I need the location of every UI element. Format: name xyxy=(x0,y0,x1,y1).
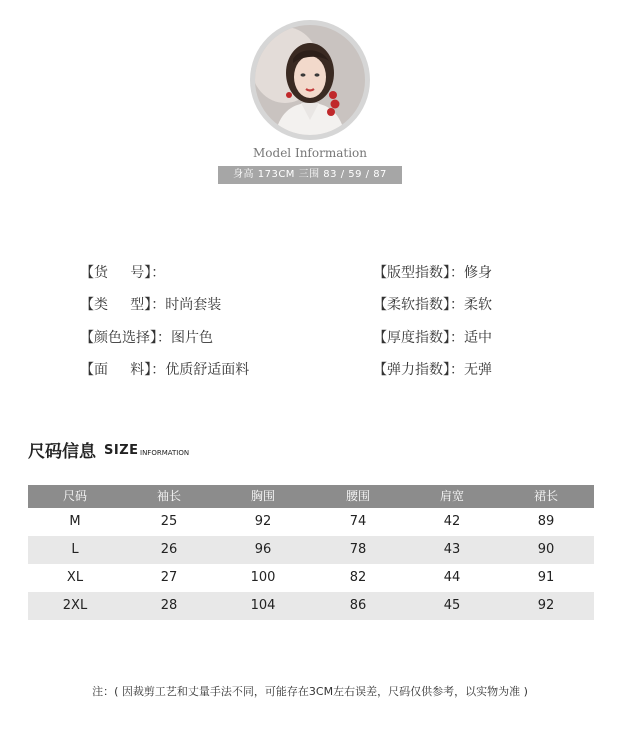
table-cell: 89 xyxy=(537,514,555,529)
attr-elasticity-index: 【弹力指数】：无弹 xyxy=(373,362,492,378)
table-header-cell: 尺码 xyxy=(62,489,87,503)
table-header-cell: 腰围 xyxy=(345,489,370,503)
size-disclaimer-note: 注：( 因裁剪工艺和丈量手法不同，可能存在3CM左右误差，尺码仅供参考，以实物为准 ) xyxy=(92,685,528,698)
model-portrait xyxy=(255,25,365,135)
table-cell: 96 xyxy=(254,542,272,557)
attr-fit-index: 【版型指数】：修身 xyxy=(373,265,492,281)
attr-softness-index: 【柔软指数】：柔软 xyxy=(373,297,492,313)
table-cell: 90 xyxy=(537,542,555,557)
table-cell: 92 xyxy=(254,514,272,529)
table-cell: 100 xyxy=(250,570,276,585)
table-cell: 28 xyxy=(160,598,178,613)
table-header-cell: 袖长 xyxy=(156,489,181,503)
table-cell: 45 xyxy=(443,598,461,613)
table-cell: 74 xyxy=(349,514,367,529)
attr-thickness-index: 【厚度指数】：适中 xyxy=(373,330,492,346)
attr-item-number: 【货 号】： xyxy=(80,265,166,281)
table-cell: 104 xyxy=(250,598,276,613)
size-title-en: SIZE xyxy=(104,443,139,458)
table-cell: 25 xyxy=(160,514,178,529)
table-header-cell: 裙长 xyxy=(533,489,558,503)
attr-color: 【颜色选择】：图片色 xyxy=(80,330,213,346)
model-info-title: Model Information xyxy=(253,146,367,160)
table-row xyxy=(28,592,594,620)
table-cell: 78 xyxy=(349,542,367,557)
table-cell: 44 xyxy=(443,570,461,585)
table-cell: 27 xyxy=(160,570,178,585)
table-cell: 43 xyxy=(443,542,461,557)
table-cell: 42 xyxy=(443,514,461,529)
table-header-cell: 胸围 xyxy=(250,489,275,503)
table-header-cell: 肩宽 xyxy=(439,489,464,503)
size-table xyxy=(28,485,594,620)
size-title-cn: 尺码信息 xyxy=(28,442,96,462)
table-cell: 86 xyxy=(349,598,367,613)
table-cell: 26 xyxy=(160,542,178,557)
attr-type: 【类 型】：时尚套装 xyxy=(80,297,222,313)
table-cell: 91 xyxy=(537,570,555,585)
table-cell: 2XL xyxy=(62,598,88,613)
table-header-row xyxy=(28,485,594,508)
table-cell: M xyxy=(69,514,81,529)
table-row xyxy=(28,508,594,536)
table-cell: 92 xyxy=(537,598,555,613)
model-stats-bar: 身高 173CM 三围 83 / 59 / 87 xyxy=(218,166,402,184)
attr-fabric: 【面 料】：优质舒适面料 xyxy=(80,362,250,378)
size-subtitle: INFORMATION xyxy=(140,449,190,457)
table-cell: XL xyxy=(66,570,84,585)
table-cell: L xyxy=(71,542,79,557)
table-row xyxy=(28,564,594,592)
table-row xyxy=(28,536,594,564)
table-cell: 82 xyxy=(349,570,367,585)
